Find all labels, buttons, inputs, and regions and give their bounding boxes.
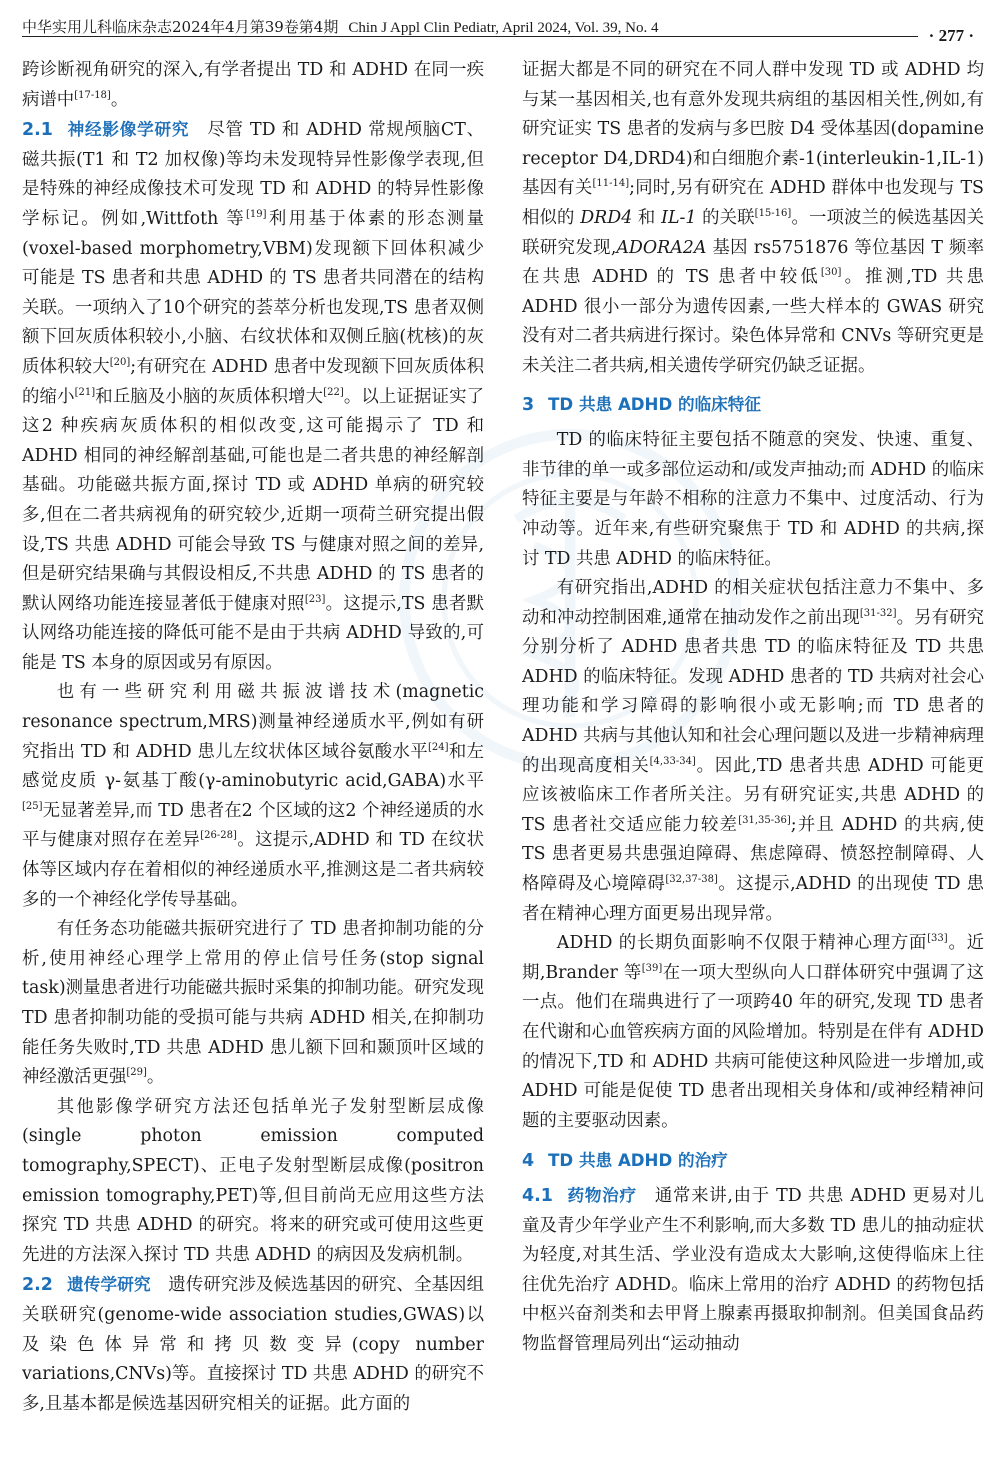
header-rule <box>22 36 918 37</box>
citation: [20] <box>109 357 131 369</box>
citation: [24] <box>427 741 449 753</box>
right-column <box>522 56 984 1360</box>
section-heading-row <box>522 1146 984 1177</box>
section-heading: 遗传学研究 <box>66 1275 151 1295</box>
section-number: 2.1 <box>22 120 53 141</box>
paragraph: 有任务态功能磁共振研究进行了 TD 患者抑制功能的分析,使用神经心理学上常用的停止信号任务(stop signal task)测量患者进行功能磁共振时采集的抑制功能。研究发现 TD 患者抑制功能的受损可能与共病 ADHD 相关,在抑制功能任务失败时,TD 共患 ADHD 患儿额下回和颞顶叶区域的神经激活更强[29]。 <box>22 919 484 1088</box>
paragraph: 2.1 神经影像学研究 尽管 TD 和 ADHD 常规颅脑CT、磁共振(T1 和 T2 加权像)等均未发现特异性影像学表现,但是特殊的神经成像技术可发现 TD 和 ADHD 的特异性影像学标记。例如,Wittfoth 等[19]利用基于体素的形态测量(voxel-based morphometry,VBM)发现额下回体积减少可能是 TS 患者和共患 ADHD 的 TS 患者共同潜在的结构关联。一项纳入了10个研究的荟萃分析也发现,TS 患者双侧额下回灰质体积较小,小脑、右纹状体和双侧丘脑(枕核)的灰质体积较大[20];有研究在 ADHD 患者中发现额下回灰质体积的缩小[21]和丘脑及小脑的灰质体积增大[22]。以上证据证实了这2 种疾病灰质体积的相似改变,这可能揭示了 TD 和 ADHD 相同的神经解剖基础,可能也是二者共患的神经解剖基础。功能磁共振方面,探讨 TD 或 ADHD 单病的研究较多,但在二者共病视角的研究较少,近期一项荷兰研究提出假设,TS 共患 ADHD 可能会导致 TS 与健康对照之间的差异,但是研究结果确与其假设相反,不共患 ADHD 的 TS 患者的默认网络功能连接显著低于健康对照[23]。这提示,TS 患者默认网络功能连接的降低可能不是由于共病 ADHD 导致的,可能是 TS 本身的原因或另有原因。 <box>22 120 485 673</box>
citation: [17-18] <box>74 89 111 101</box>
citation: [22] <box>323 386 344 398</box>
citation: [30] <box>820 267 842 279</box>
citation: [4,33-34] <box>649 755 696 767</box>
section-number: 3 <box>522 394 535 415</box>
citation: [26-28] <box>200 830 237 842</box>
section-number: 2.2 <box>22 1275 53 1296</box>
citation: [31-32] <box>859 607 897 619</box>
paragraph: 也有一些研究利用磁共振波谱技术(magnetic resonance spectrum,MRS)测量神经递质水平,例如有研究指出 TD 和 ADHD 患儿左纹状体区域谷氨酸水平[24]和左感觉皮质 γ-氨基丁酸(γ-aminobutyric acid,GABA)水平[25]无显著差异,而 TD 患者在2 个区域的这2 个神经递质的水平与健康对照存在差异[26-28]。这提示,ADHD 和 TD 在纹状体等区域内存在着相似的神经递质水平,推测这是二者共病较多的一个神经化学传导基础。 <box>22 682 484 910</box>
left-column <box>22 56 484 1419</box>
section-heading: TD 共患 ADHD 的治疗 <box>548 1151 728 1171</box>
page-header <box>22 10 978 50</box>
citation: [31,35-36] <box>738 815 791 827</box>
section-number: 4.1 <box>522 1185 553 1206</box>
gene-name: DRD4 <box>580 207 633 228</box>
citation: [19] <box>246 209 267 221</box>
journal-title-en: Chin J Appl Clin Pediatr, April 2024, Vol. 39, No. 4 <box>348 20 659 36</box>
section-heading: TD 共患 ADHD 的临床特征 <box>548 394 761 414</box>
paragraph: 其他影像学研究方法还包括单光子发射型断层成像(single photon emission computed tomography,SPECT)、正电子发射型断层成像(positron emission tomography,PET)等,但目前尚无应用这些方法探究 TD 共患 ADHD 的研究。将来的研究或可使用这些更先进的方法深入探讨 TD 共患 ADHD 的病因及发病机制。 <box>22 1096 484 1265</box>
citation: [21] <box>74 386 96 398</box>
citation: [33] <box>927 933 948 945</box>
page-number: · 277 · <box>928 26 974 45</box>
paragraph: 4.1 药物治疗 通常来讲,由于 TD 共患 ADHD 更易对儿童及青少年学业产生不利影响,而大多数 TD 患儿的抽动症状为轻度,对其生活、学业没有造成太大影响,这使得临床上往往优先治疗 ADHD。临床上常用的治疗 ADHD 的药物包括中枢兴奋剂类和去甲肾上腺素再摄取抑制剂。但美国食品药物监督管理局列出“运动抽动 <box>522 1185 985 1354</box>
gene-name: IL-1 <box>661 207 697 228</box>
citation: [32,37-38] <box>665 874 718 886</box>
paragraph: ADHD 的长期负面影响不仅限于精神心理方面[33]。近期,Brander 等[39]在一项大型纵向人口群体研究中强调了这一点。他们在瑞典进行了一项跨40 年的研究,发现 TD 患者在代谢和心血管疾病方面的风险增加。特别是在伴有 ADHD 的情况下,TD 和 ADHD 共病可能使这种风险进一步增加,或 ADHD 可能是促使 TD 患者出现相关身体和/或神经精神问题的主要驱动因素。 <box>522 933 984 1131</box>
section-heading: 药物治疗 <box>566 1185 637 1205</box>
paragraph: TD 的临床特征主要包括不随意的突发、快速、重复、非节律的单一或多部位运动和/或发声抽动;而 ADHD 的临床特征主要是与年龄不相称的注意力不集中、过度活动、行为冲动等。近年来,有些研究聚焦于 TD 和 ADHD 的共病,探讨 TD 共患 ADHD 的临床特征。 <box>522 430 984 569</box>
citation: [23] <box>304 593 326 605</box>
gene-name: ADORA2A <box>616 237 707 258</box>
section-heading: 神经影像学研究 <box>66 120 190 140</box>
section-heading-row <box>522 390 984 421</box>
citation: [39] <box>641 963 663 975</box>
citation: [25] <box>22 801 43 813</box>
paragraph: 跨诊断视角研究的深入,有学者提出 TD 和 ADHD 在同一疾病谱中[17-18]。 <box>22 60 484 110</box>
paragraph: 2.2 遗传学研究 遗传研究涉及候选基因的研究、全基因组关联研究(genome-wide association studies,GWAS)以及染色体异常和拷贝数变异(copy number variations,CNVs)等。直接探讨 TD 共患 ADHD 的研究不多,且基本都是候选基因研究相关的证据。此方面的 <box>22 1275 484 1414</box>
section-number: 4 <box>522 1151 535 1172</box>
citation: [15-16] <box>754 208 792 220</box>
citation: [29] <box>126 1067 147 1079</box>
journal-title-cn: 中华实用儿科临床杂志2024年4月第39卷第4期 <box>22 18 339 36</box>
paragraph: 有研究指出,ADHD 的相关症状包括注意力不集中、多动和冲动控制困难,通常在抽动发作之前出现[31-32]。另有研究分别分析了 ADHD 患者共患 TD 的临床特征及 TD 共患 ADHD 的临床特征。发现 ADHD 患者的 TD 共病对社会心理功能和学习障碍的影响很小或无影响;而 TD 患者的 ADHD 共病与其他认知和社会心理问题以及进一步精神病理的出现高度相关[4,33-34]。因此,TD 患者共患 ADHD 可能更应该被临床工作者所关注。另有研究证实,共患 ADHD 的 TS 患者社交适应能力较差[31,35-36];并且 ADHD 的共病,使 TS 患者更易共患强迫障碍、焦虑障碍、愤怒控制障碍、人格障碍及心境障碍[32,37-38]。这提示,ADHD 的出现使 TD 患者在精神心理方面更易出现异常。 <box>522 578 984 924</box>
citation: [11-14] <box>592 178 630 190</box>
paragraph: 证据大都是不同的研究在不同人群中发现 TD 或 ADHD 均与某一基因相关,也有意外发现共病组的基因相关性,例如,有研究证实 TS 患者的发病与多巴胺 D4 受体基因(dopamine receptor D4,DRD4)和白细胞介素-1(interleukin-1,IL-1)基因有关[11-14];同时,另有研究在 ADHD 群体中也发现与 TS 相似的 DRD4 和 IL-1 的关联[15-16]。一项波兰的候选基因关联研究发现,ADORA2A 基因 rs5751876 等位基因 T 频率在共患 ADHD 的 TS 患者中较低[30]。推测,TD 共患 ADHD 很小一部分为遗传因素,一些大样本的 GWAS 研究没有对二者共病进行探讨。染色体异常和 CNVs 等研究更是未关注二者共病,相关遗传学研究仍缺乏证据。 <box>522 60 985 376</box>
journal-running-head <box>22 16 658 37</box>
